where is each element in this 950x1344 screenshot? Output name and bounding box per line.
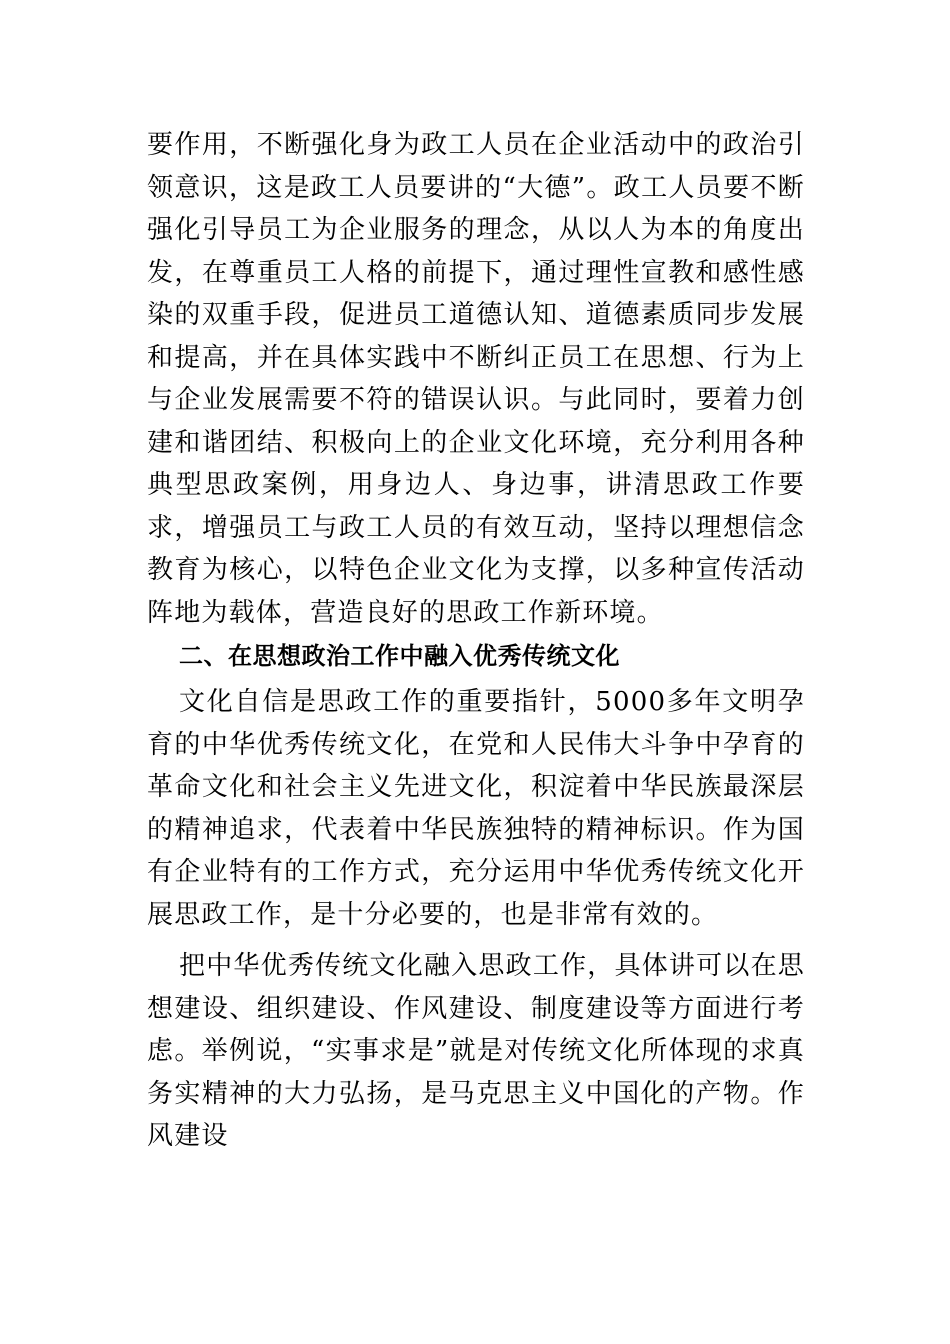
body-paragraph-2: 文化自信是思政工作的重要指针，5000多年文明孕育的中华优秀传统文化，在党和人民伟大斗争中孕育的革命文化和社会主义先进文化，积淀着中华民族最深层的精神追求，代表着中华民族独特的精神标识。作为国有企业特有的工作方式，充分运用中华优秀传统文化开展思政工作，是十分必要的，也是非常有效的。: [147, 687, 805, 930]
paragraph-gap: [147, 936, 805, 945]
body-paragraph-1: 要作用，不断强化身为政工人员在企业活动中的政治引领意识，这是政工人员要讲的“大德”。政工人员要不断强化引导员工为企业服务的理念，从以人为本的角度出发，在尊重员工人格的前提下，通过理性宣教和感性感染的双重手段，促进员工道德认知、道德素质同步发展和提高，并在具体实践中不断纠正员工在思想、行为上与企业发展需要不符的错误认识。与此同时，要着力创建和谐团结、积极向上的企业文化环境，充分利用各种典型思政案例，用身边人、身边事，讲清思政工作要求，增强员工与政工人员的有效互动，坚持以理想信念教育为核心，以特色企业文化为支撑，以多种宣传活动阵地为载体，营造良好的思政工作新环境。: [147, 130, 805, 628]
body-paragraph-3: 把中华优秀传统文化融入思政工作，具体讲可以在思想建设、组织建设、作风建设、制度建设等方面进行考虑。举例说，“实事求是”就是对传统文化所体现的求真务实精神的大力弘扬，是马克思主义中国化的产物。作风建设: [147, 951, 805, 1151]
section-heading: 二、在思想政治工作中融入优秀传统文化: [179, 642, 620, 670]
